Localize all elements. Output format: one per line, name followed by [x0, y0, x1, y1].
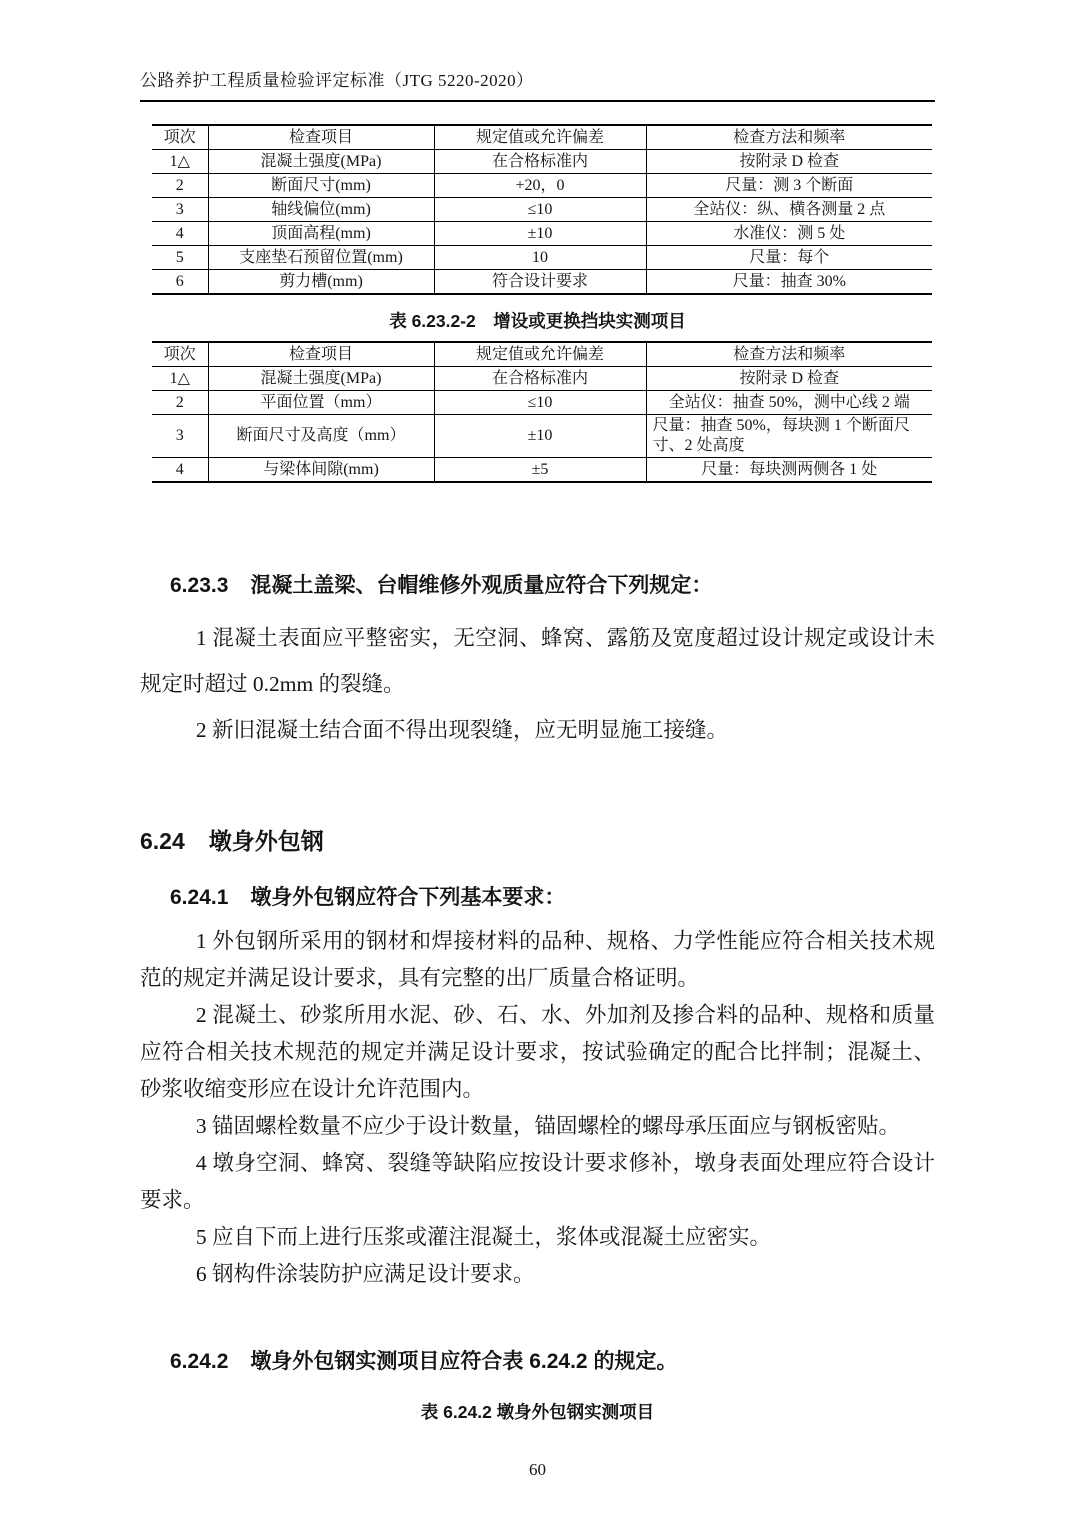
clause-title: 墩身外包钢实测项目应符合表 6.24.2 的规定。 — [250, 1350, 678, 1373]
cell-method: 尺量：每个 — [646, 246, 932, 270]
table-header-row — [152, 342, 932, 367]
page-number: 60 — [529, 1460, 546, 1479]
cell-tolerance: ≤10 — [434, 198, 646, 222]
clause-number: 6.23.3 — [170, 574, 229, 597]
section-title: 墩身外包钢 — [208, 828, 324, 854]
clause-heading-6-24-1 — [170, 883, 935, 913]
cell-check-item: 平面位置（mm） — [208, 391, 434, 415]
cell-method: 尺量：抽查 30% — [646, 270, 932, 295]
clause-heading-6-23-3 — [170, 571, 935, 601]
column-header: 规定值或允许偏差 — [434, 342, 646, 367]
cell-tolerance: ≤10 — [434, 391, 646, 415]
cell-check-item: 断面尺寸及高度（mm） — [208, 415, 434, 458]
cell-item-no: 4 — [152, 222, 208, 246]
measured-items-table-6-23-2-2 — [152, 341, 932, 483]
table-row — [152, 198, 932, 222]
cell-check-item: 支座垫石预留位置(mm) — [208, 246, 434, 270]
measured-items-table-continued — [152, 124, 932, 295]
table-row — [152, 415, 932, 458]
cell-check-item: 混凝土强度(MPa) — [208, 150, 434, 174]
column-header: 项次 — [152, 342, 208, 367]
cell-tolerance: ±10 — [434, 222, 646, 246]
column-header: 规定值或允许偏差 — [434, 125, 646, 150]
cell-tolerance: 在合格标准内 — [434, 367, 646, 391]
cell-item-no: 1△ — [152, 367, 208, 391]
section-number: 6.24 — [140, 828, 185, 854]
clause-number: 6.24.1 — [170, 886, 229, 909]
cell-item-no: 4 — [152, 458, 208, 483]
table-row — [152, 367, 932, 391]
clause-heading-6-24-2 — [170, 1347, 935, 1377]
list-item: 2 混凝土、砂浆所用水泥、砂、石、水、外加剂及掺合料的品种、规格和质量应符合相关技术规范的规定并满足设计要求，按试验确定的配合比拌制；混凝土、砂浆收缩变形应在设计允许范围内。 — [140, 1003, 935, 1101]
list-item: 5 应自下而上进行压浆或灌注混凝土，浆体或混凝土应密实。 — [195, 1225, 772, 1249]
cell-tolerance: 10 — [434, 246, 646, 270]
cell-tolerance: ±5 — [434, 458, 646, 483]
cell-check-item: 混凝土强度(MPa) — [208, 367, 434, 391]
cell-item-no: 3 — [152, 198, 208, 222]
cell-tolerance: +20，0 — [434, 174, 646, 198]
cell-tolerance: ±10 — [434, 415, 646, 458]
list-item: 1 外包钢所采用的钢材和焊接材料的品种、规格、力学性能应符合相关技术规范的规定并满足设计要求，具有完整的出厂质量合格证明。 — [140, 929, 935, 990]
column-header: 检查项目 — [208, 125, 434, 150]
cell-item-no: 1△ — [152, 150, 208, 174]
cell-check-item: 剪力槽(mm) — [208, 270, 434, 295]
cell-item-no: 2 — [152, 391, 208, 415]
cell-item-no: 6 — [152, 270, 208, 295]
list-item: 1 混凝土表面应平整密实，无空洞、蜂窝、露筋及宽度超过设计规定或设计未规定时超过 0.2mm 的裂缝。 — [140, 626, 935, 696]
clause-6-24-1-body — [140, 923, 935, 1293]
column-header: 项次 — [152, 125, 208, 150]
table-caption-6-24-2: 表 6.24.2 墩身外包钢实测项目 — [420, 1402, 655, 1422]
cell-check-item: 断面尺寸(mm) — [208, 174, 434, 198]
table-row — [152, 174, 932, 198]
clause-number: 6.24.2 — [170, 1350, 229, 1373]
table-row — [152, 458, 932, 483]
cell-check-item: 与梁体间隙(mm) — [208, 458, 434, 483]
cell-item-no: 2 — [152, 174, 208, 198]
column-header: 检查方法和频率 — [646, 342, 932, 367]
running-header-title: 公路养护工程质量检验评定标准（JTG 5220-2020） — [140, 71, 534, 90]
table-row — [152, 391, 932, 415]
cell-method: 尺量：抽查 50%，每块测 1 个断面尺寸、2 处高度 — [646, 415, 932, 458]
cell-item-no: 3 — [152, 415, 208, 458]
cell-tolerance: 在合格标准内 — [434, 150, 646, 174]
cell-check-item: 顶面高程(mm) — [208, 222, 434, 246]
cell-method: 按附录 D 检查 — [646, 150, 932, 174]
list-item: 6 钢构件涂装防护应满足设计要求。 — [195, 1262, 535, 1286]
cell-method: 全站仪：纵、横各测量 2 点 — [646, 198, 932, 222]
clause-6-23-3-body — [140, 615, 935, 753]
clause-title: 墩身外包钢应符合下列基本要求： — [250, 886, 566, 909]
cell-method: 按附录 D 检查 — [646, 367, 932, 391]
table-header-row — [152, 125, 932, 150]
cell-method: 尺量：测 3 个断面 — [646, 174, 932, 198]
table-row — [152, 150, 932, 174]
table-caption-6-23-2-2: 表 6.23.2-2 增设或更换挡块实测项目 — [389, 311, 686, 331]
table-row — [152, 270, 932, 295]
cell-tolerance: 符合设计要求 — [434, 270, 646, 295]
section-heading-6-24 — [140, 825, 935, 857]
running-header — [140, 66, 935, 91]
cell-method: 全站仪：抽查 50%，测中心线 2 端 — [646, 391, 932, 415]
clause-title: 混凝土盖梁、台帽维修外观质量应符合下列规定： — [250, 574, 713, 597]
table-row — [152, 222, 932, 246]
list-item: 4 墩身空洞、蜂窝、裂缝等缺陷应按设计要求修补，墩身表面处理应符合设计要求。 — [140, 1151, 935, 1212]
table-row — [152, 246, 932, 270]
column-header: 检查方法和频率 — [646, 125, 932, 150]
cell-check-item: 轴线偏位(mm) — [208, 198, 434, 222]
cell-item-no: 5 — [152, 246, 208, 270]
column-header: 检查项目 — [208, 342, 434, 367]
cell-method: 尺量：每块测两侧各 1 处 — [646, 458, 932, 483]
header-rule — [140, 100, 935, 102]
list-item: 2 新旧混凝土结合面不得出现裂缝，应无明显施工接缝。 — [195, 718, 729, 742]
list-item: 3 锚固螺栓数量不应少于设计数量，锚固螺栓的螺母承压面应与钢板密贴。 — [195, 1114, 901, 1138]
cell-method: 水准仪：测 5 处 — [646, 222, 932, 246]
